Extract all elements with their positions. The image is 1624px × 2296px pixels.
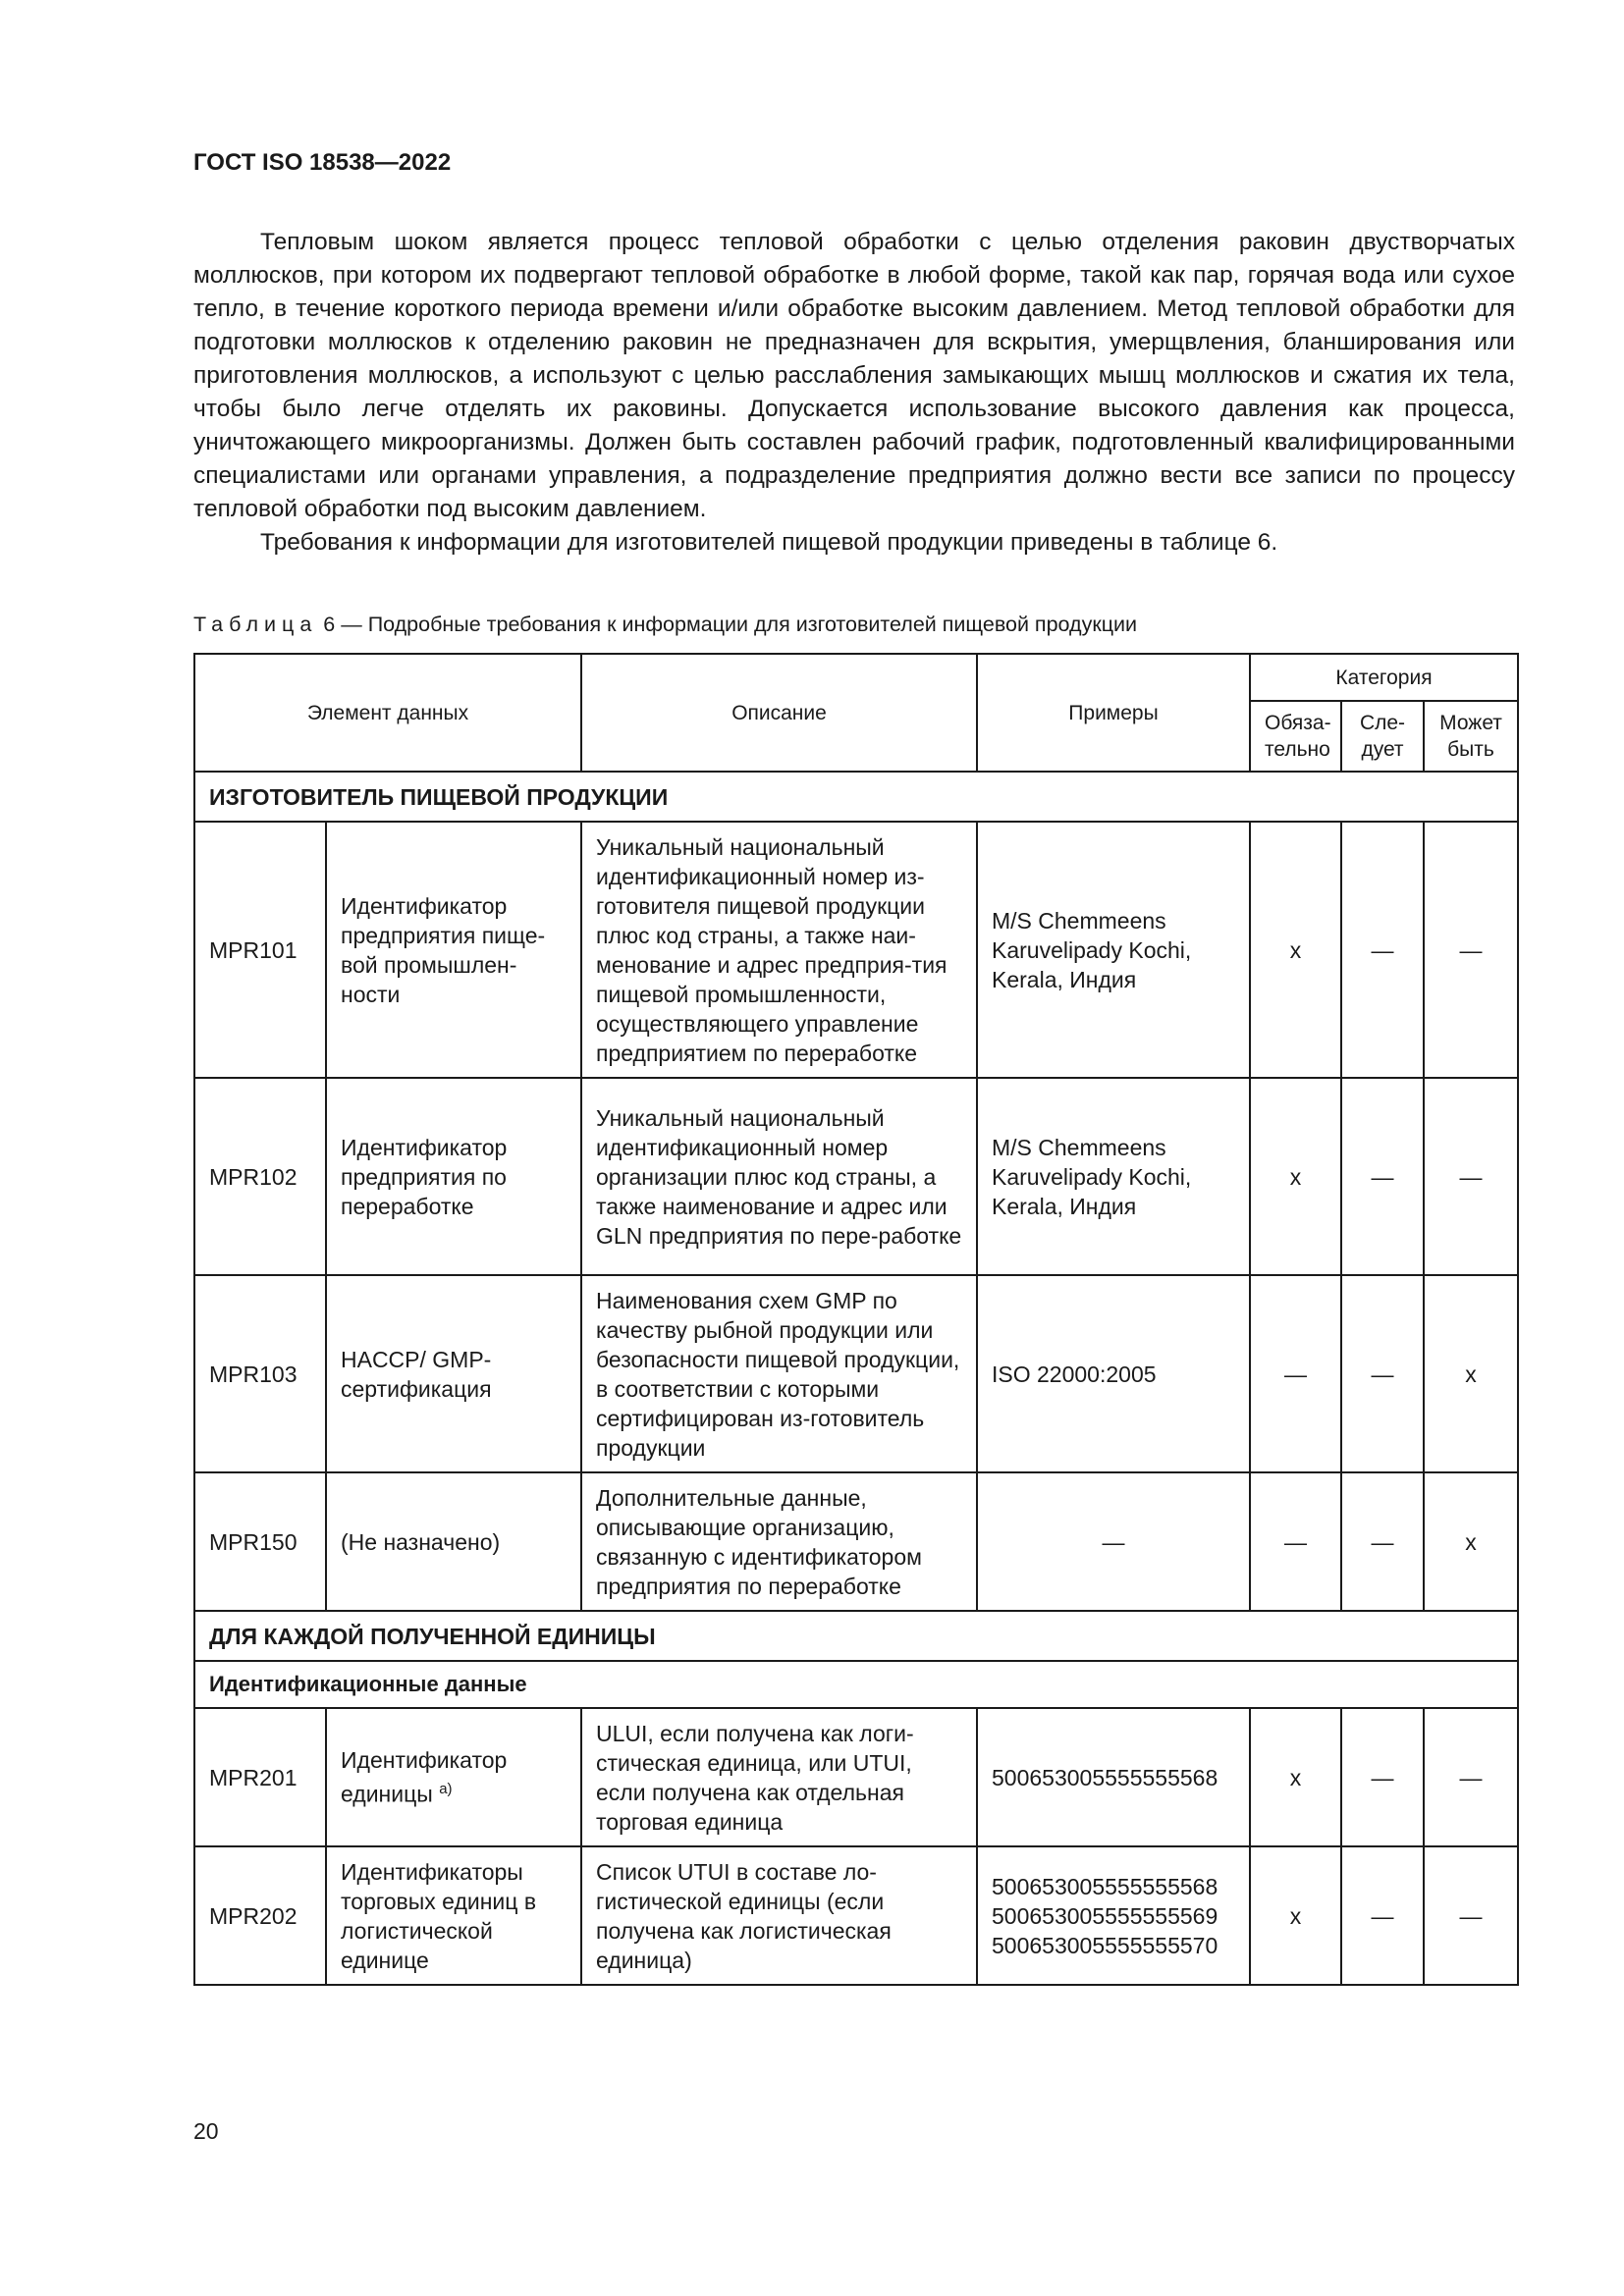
row-code: MPR101 xyxy=(194,822,326,1078)
row-name: (Не назначено) xyxy=(326,1472,581,1611)
row-mandatory: x xyxy=(1250,1708,1341,1846)
table-row xyxy=(194,1275,1518,1472)
page-number: 20 xyxy=(193,2118,219,2144)
header-may: Может быть xyxy=(1424,701,1518,772)
row-name: Идентификатор единицы $^{а)}$ xyxy=(326,1708,581,1846)
table-caption: Таблица 6 — Подробные требования к информации для изготовителей пищевой продукции xyxy=(193,613,1138,636)
row-should: — xyxy=(1341,822,1424,1078)
table-row xyxy=(194,1078,1518,1275)
header-description: Описание xyxy=(581,654,977,772)
row-should: — xyxy=(1341,1846,1424,1985)
row-description: ULUI, если получена как логи-стическая единица, или UTUI, если получена как отдельная торговая единица xyxy=(581,1708,977,1846)
row-mandatory: — xyxy=(1250,1472,1341,1611)
row-should: — xyxy=(1341,1472,1424,1611)
paragraph-table-reference: Требования к информации для изготовителей пищевой продукции приведены в таблице 6. xyxy=(260,529,1278,556)
section-received-unit: ДЛЯ КАЖДОЙ ПОЛУЧЕННОЙ ЕДИНИЦЫ xyxy=(194,1611,1518,1661)
table-row xyxy=(194,1472,1518,1611)
row-description: Уникальный национальный идентификационный номер организации плюс код страны, а также наименование и адрес или GLN предприятия по пере-работке xyxy=(581,1078,977,1275)
table-row xyxy=(194,1846,1518,1985)
row-name: Идентификаторы торговых единиц в логистической единице xyxy=(326,1846,581,1985)
row-code: MPR102 xyxy=(194,1078,326,1275)
header-category: Категория xyxy=(1250,654,1518,701)
row-example: M/S Chemmeens Karuvelipady Kochi, Kerala, Индия xyxy=(977,1078,1250,1275)
header-mandatory: Обяза- тельно xyxy=(1250,701,1341,772)
table-row xyxy=(194,822,1518,1078)
row-name: Идентификатор предприятия пище-вой промышлен-ности xyxy=(326,822,581,1078)
row-may: — xyxy=(1424,1078,1518,1275)
row-name: Идентификатор предприятия по переработке xyxy=(326,1078,581,1275)
row-code: MPR103 xyxy=(194,1275,326,1472)
row-mandatory: x xyxy=(1250,1078,1341,1275)
header-examples: Примеры xyxy=(977,654,1250,772)
table-row xyxy=(194,1708,1518,1846)
row-example: — xyxy=(977,1472,1250,1611)
row-description: Наименования схем GMP по качеству рыбной продукции или безопасности пищевой продукции, в соответствии с которыми сертифицирован из-готовитель продукции xyxy=(581,1275,977,1472)
row-mandatory: x xyxy=(1250,1846,1341,1985)
row-may: x xyxy=(1424,1275,1518,1472)
row-example: M/S Chemmeens Karuvelipady Kochi, Kerala, Индия xyxy=(977,822,1250,1078)
section-manufacturer: ИЗГОТОВИТЕЛЬ ПИЩЕВОЙ ПРОДУКЦИИ xyxy=(194,772,1518,822)
document-header: ГОСТ ISO 18538—2022 xyxy=(193,149,452,176)
body-text xyxy=(193,226,1515,560)
row-should: — xyxy=(1341,1275,1424,1472)
row-example: ISO 22000:2005 xyxy=(977,1275,1250,1472)
subsection-identification: Идентификационные данные xyxy=(194,1661,1518,1708)
row-may: — xyxy=(1424,1846,1518,1985)
row-example: 500653005555555568 500653005555555569 500653005555555570 xyxy=(977,1846,1250,1985)
header-should: Сле- дует xyxy=(1341,701,1424,772)
row-code: MPR201 xyxy=(194,1708,326,1846)
row-may: — xyxy=(1424,1708,1518,1846)
row-code: MPR150 xyxy=(194,1472,326,1611)
row-may: x xyxy=(1424,1472,1518,1611)
row-example: 500653005555555568 xyxy=(977,1708,1250,1846)
paragraph-heat-shock: Тепловым шоком является процесс тепловой обработки с целью отделения раковин двустворчатых моллюсков, при котором их подвергают тепловой обработке в любой форме, такой как пар, горячая вода или сухое тепло, в течение короткого периода времени и/или обработке высоким давлением. Метод тепловой обработки для подготовки моллюсков к отделению раковин не предназначен для вскрытия, умерщвления, бланширования или приготовления моллюсков, а используют с целью расслабления замыкающих мышц моллюсков и сжатия их тела, чтобы было легче отделять их раковины. Допускается использование высокого давления как процесса, уничтожающего микроорганизмы. Должен быть составлен рабочий график, подготовленный квалифицированными специалистами или органами управления, а подразделение предприятия должно вести все записи по процессу тепловой обработки под высоким давлением. xyxy=(193,229,1515,522)
row-should: — xyxy=(1341,1078,1424,1275)
footnote-marker: а) xyxy=(439,1781,453,1798)
row-may: — xyxy=(1424,822,1518,1078)
row-code: MPR202 xyxy=(194,1846,326,1985)
row-should: — xyxy=(1341,1708,1424,1846)
row-description: Дополнительные данные, описывающие организацию, связанную с идентификатором предприятия по переработке xyxy=(581,1472,977,1611)
row-name: HACCP/ GMP-сертификация xyxy=(326,1275,581,1472)
row-mandatory: x xyxy=(1250,822,1341,1078)
requirements-table xyxy=(193,653,1519,1986)
row-description: Уникальный национальный идентификационный номер из-готовителя пищевой продукции плюс код страны, а также наи-менование и адрес предприя-тия пищевой промышленности, осуществляющего управление предприятием по переработке xyxy=(581,822,977,1078)
row-description: Список UTUI в составе ло-гистической единицы (если получена как логистическая единица) xyxy=(581,1846,977,1985)
header-element: Элемент данных xyxy=(194,654,581,772)
row-mandatory: — xyxy=(1250,1275,1341,1472)
